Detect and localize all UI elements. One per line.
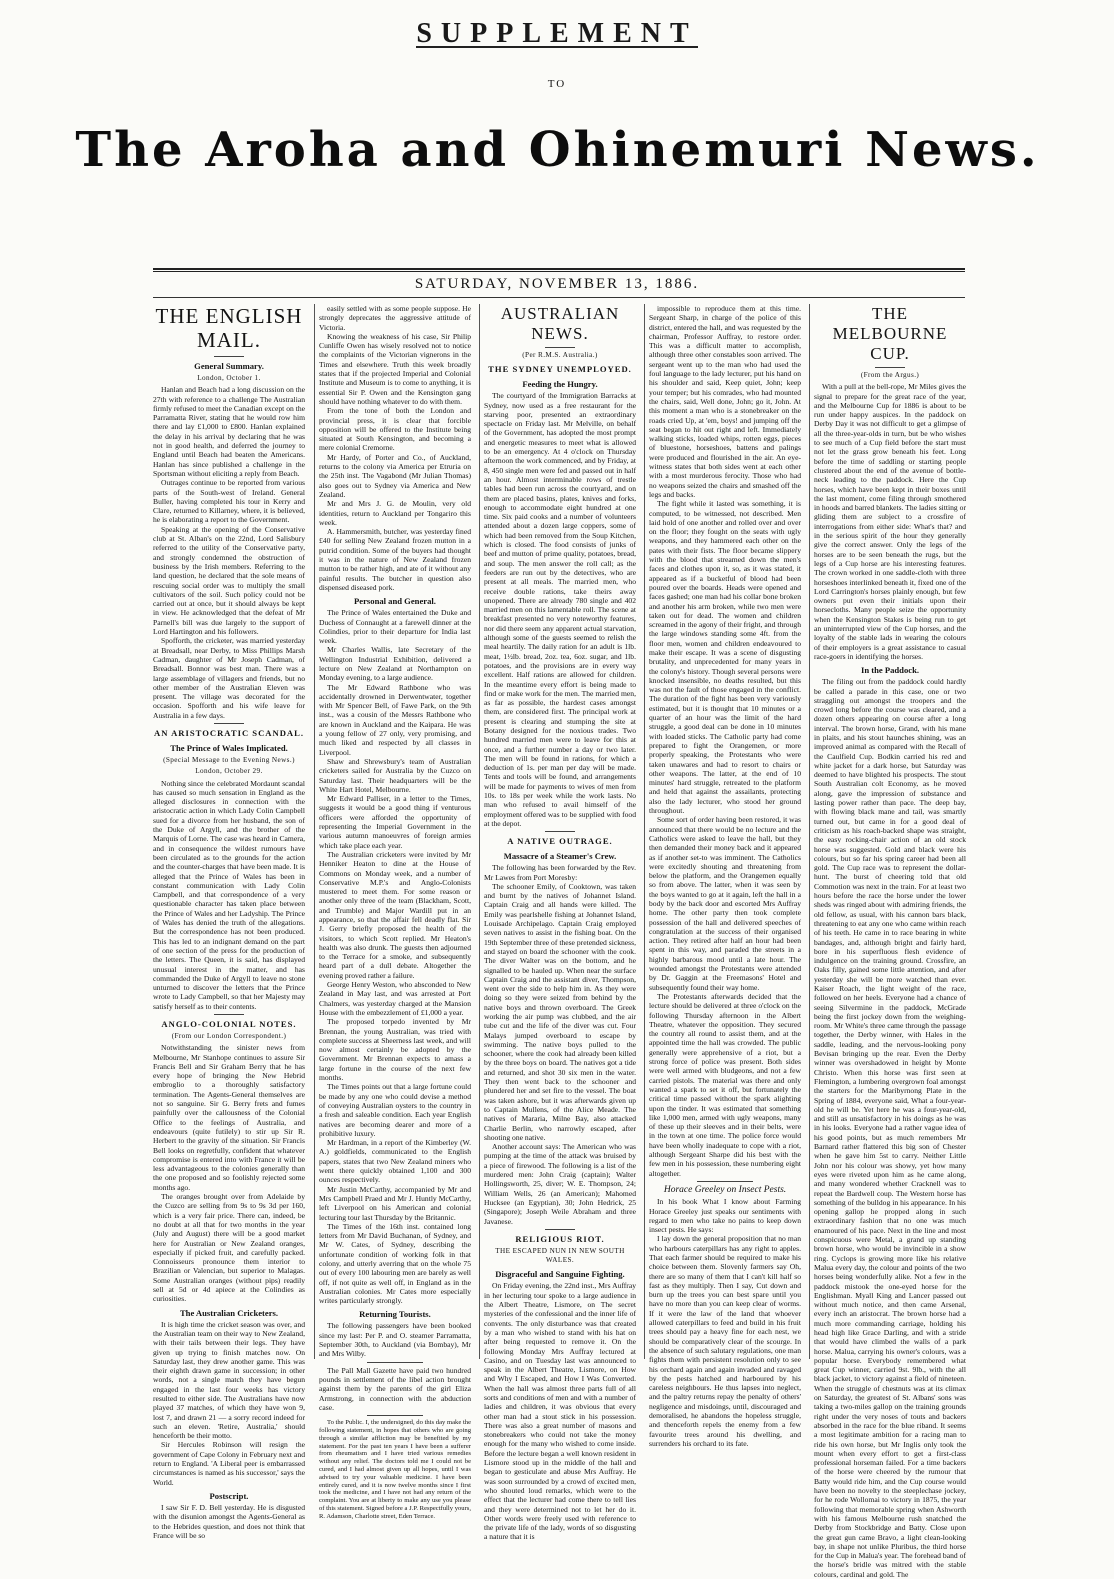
column-rule bbox=[314, 304, 315, 1359]
massacre-subhead: Massacre of a Steamer's Crew. bbox=[503, 851, 617, 862]
melbourne-cup-heading: THE MELBOURNE CUP. bbox=[832, 304, 948, 363]
column-rule bbox=[479, 304, 480, 1359]
paragraph: Outrages continue to be reported from various parts of the South-west of Ireland. General Buller, having completed his tour in Kerry and Clare, returned to Killarney, where, it is believed, he is elaborating a report to the Government. bbox=[153, 478, 305, 525]
paragraph: Another account says: The American who was pumping at the time of the attack was bruised by a piece of firewood. The following is a list of the murdered men: John Craig (captain); Walter Hollingsworth, 25, diver; W. E. Thompson, 24; William Wells, 26 (an American); Mahomed Hucksee (an Egyptian), 30; John Hedrick, 25 (Singapore); Joseph Weile Abraham and three Javanese. bbox=[484, 1142, 636, 1226]
anglo-colonial-heading: ANGLO-COLONIAL NOTES. bbox=[161, 1019, 297, 1029]
english-mail-heading: THE ENGLISH MAIL. bbox=[155, 304, 303, 352]
correspondent-note: (From our London Correspondent.) bbox=[171, 1032, 287, 1040]
paragraph: The Mr Edward Rathbone who was accidentally drowned in Derwentwater, together with Mr Spencer Bell, of Fawe Park, on the 9th inst., was a cousin of the Messrs Rathbone who are known in Auckland and the Kaipara. He was a young fellow of 27 only, very promising, and much liked and respected by all classes in Liverpool. bbox=[319, 682, 471, 757]
column-rule bbox=[644, 304, 645, 1359]
column-australian-news bbox=[484, 304, 636, 1542]
newspaper-title: The Aroha and Ohinemuri News. bbox=[75, 122, 1040, 178]
dateline: London, October 29. bbox=[195, 767, 263, 776]
paragraph: Mr and Mrs J. G. de Moulin, very old identities, return to Auckland per Tongariro this week. bbox=[319, 499, 471, 527]
dateline: London, October 1. bbox=[197, 374, 261, 382]
returning-tourists-subhead: Returning Tourists. bbox=[359, 1309, 431, 1320]
paddock-subhead: In the Paddock. bbox=[860, 665, 920, 676]
paragraph: I lay down the general proposition that no man who harbours caterpillars has any right to apples. That each farmer should be required to make his choice between them. Slovenly farmers say Oh, there are so many of them that I can't kill half so fast as they multiply. Then I say, Cut down and burn up the trees you can best spare until you have no more than you can keep clear of worms. If it were the law of the land that whoever allowed caterpillars to feed and build in his fruit trees should pay a heavy fine for each nest, we should be comparatively clear of the scourge. In the absence of such salutary regulations, one man fights them with persistent resolution only to see his orchard again and again invaded and ravaged by the pests hatched and harboured by his careless neighbours. He thus lapses into neglect, and the paltry returns repay the penalty of others' negligence and misdoings, until, discouraged and demoralised, he abandons the hopeless struggle, and thenceforth repels the enemy from a few favourite trees around his dwelling, and surrenders his orchard to its fate. bbox=[649, 1234, 801, 1448]
paragraph: Shaw and Shrewsbury's team of Australian cricketers sailed for Australia by the Cuzco on Saturday last. Their headquarters will be the White Hart Hotel, Melbourne. bbox=[319, 756, 471, 794]
greeley-heading: Horace Greeley on Insect Pests. bbox=[663, 1184, 787, 1195]
paragraph: Mr Hardman, in a report of the Kimberley (W. A.) goldfields, communicated to the English papers, states that two New Zealand miners who went there quickly obtained 1,100 and 300 ounces respectively. bbox=[319, 1138, 471, 1185]
to-label: TO bbox=[547, 78, 567, 90]
paragraph: The Protestants afterwards decided that the lecture should be delivered at three o'clock on the following Thursday afternoon in the Albert Theatre, whatever the opposition. They secured the country all round to assist them, and at the appointed time the hall was crowded. The public generally were apprehensive of a riot, but a strong force of police was present. Both sides were well armed with bludgeons, and not a few carried pistols. The material was there and only wanted a spark to set it off, but fortunately the critical time passed without the spark alighting upon the tinder. It was estimated that something like 1,000 men, armed with ugly weapons, many of these up their sleeves and in their belts, were in the town at one time. The police force would have been wholly inadequate to cope with a riot, although Sergeant Sharpe did his best with the few men in his possession, these numbering eight altogether. bbox=[649, 991, 801, 1178]
argus-source-note: (From the Argus.) bbox=[860, 371, 920, 379]
paragraph: Hanlan and Beach had a long discussion on the 27th with reference to a challenge The Australian firmly refused to meet the Canadian except on the Parramatta River, stating that he would row him there and lay £1,000 to £800. Hanlan explained the delay in his arrival by declaring that he was not in good health, and deferred the journey to England until Beach had beaten the Americans. Hanlan has since published a challenge in the Sportsman without eliciting a reply from Beach. bbox=[153, 385, 305, 478]
paragraph: The schooner Emily, of Cooktown, was taken and burnt by the natives of Johannet Island. Captain Craig and all hands were killed. The Emily was pearlshelle fishing at Johannet Island, Louisade Archipelago. Captain Craig employed seven natives to assist in the fishing boat. On the 19th September three of these pretended sickness, and stayed on board the schooner with the cook. The diver Walter was on the bottom, and he signalled to be hauled up. When near the surface Captain Craig and the assistant diver, Thompson, went over the side to help him in. As they were doing so they were seized from behind by the native boys and thrown overboard. The Greek working the air pump was clubbed, and the air tube cut and the life of the diver was cut. Four Malays jumped overboard to escape by swimming. The native boys pulled to the schooner, where the cook had already been killed by the three boys on board. The natives got a tide and returned, and shot 30 six men in the water. They then went back to the schooner and plundered her and set fire to the vessel. The boat was taken ashore, but it was afterwards given up to Captain Mullens, of the Alice Meade. The natives of Mararia, Milne Bay, also attacked Charlie Berlin, who narrowly escaped, after shooting one native. bbox=[484, 881, 636, 1142]
divider bbox=[545, 831, 575, 832]
paragraph: The courtyard of the Immigration Barracks at Sydney, now used as a free restaurant for the starving poor, presented an extraordinary spectacle on Friday last. Mr Melville, on behalf of the Government, has adopted the most prompt and energetic measures to meet what is allowed to be an emergency. At 4 o'clock on Thursday afternoon the work commenced, and by Friday, at 8, 450 single men were fed and passed out in half an hour. Almost interminable rows of trestle tables had been run across the courtyard, and on them are placed basins, plates, knives and forks, enough to accommodate eight hundred at one time. Six paid cooks and a number of volunteers attended about a dozen large coppers, some of which had been removed from the Soup Kitchen, which is closed. The food consists of junks of beef and mutton of prime quality, potatoes, bread, and soup. The men answer the roll call; as the feeders are run out by the detectives, who are present at all meals. The married men, who receive double rations, take theirs away unopened. There are already 780 single and 402 married men on this lamentable roll. The scene at breakfast presented no very noteworthy features, nor did there seem any apparent actual starvation, although some of the guests seemed to relish the meal heartily. The daily ration for an adult is 1lb. meat, 1½lb. bread, 2oz. tea, 6oz. sugar, and 1lb. potatoes, and the provisions are in every way excellent. Half rations are allowed for children. In the meantime every effort is being made to find or make work for the men. The married men, as far as possible, the hardest cases amongst them, are considered first. The principal work at present is clearing and stumping the site at Botany designed for the noxious trades. Two hundred married men were to leave for this at once, and a further number a day or two later. The men will be found in rations, for which a deduction of 1s. per man per day will be made. Tents and tools will be found, and arrangements will be made for payments to wives of men from 10s. to 18s per week while the work lasts. No man who refused to avail himself of the employment offered was to be supplied with food at the depot. bbox=[484, 391, 636, 828]
paragraph: On Friday evening, the 22nd inst., Mrs Auffray in her lecturing tour spoke to a large audience in the Albert Theatre, Lismore, on The secret mysteries of the confessional and the inner life of convents. The only disturbance was that created by a man who wished to stand with his hat on after being requested to remove it. On the following Monday Mrs Auffray lectured at Casino, and on Tuesday last was announced to speak in the Albert Theatre, Lismore, on How and Why I Escaped, and How I Was Converted. When the hall was almost three parts full of all sorts and conditions of men and with a number of ladies and children, it was obvious that every other man had a stout stick in his possession. There was also a great number of masons and stonebreakers who could not take the money enough for the many who wished to come inside. Before the lecture began a well known resident in Lismore stood up in the middle of the hall and began to gesticulate and abuse Mrs Auffray. He was soon surrounded by a crowd of excited men, who shouted loud remarks, which were to the effect that the lecturer had come there to tell lies and they were determined not to let her do it. Other words were freely used with reference to the private life of the lady, words of so disgusting a nature that it is bbox=[484, 1281, 636, 1542]
paragraph: Some sort of order having been restored, it was announced that there would be no lecture and the Catholics were asked to leave the hall, but they then demanded their money back and it appeared as if another set-to was imminent. The Catholics were excitedly shouting and threatening from below the platform, and the Orangemen equally so from above. The latter, when it was seen by the boys wanted to go at it again, left the hall in a body by the back door and escorted Mrs Auffray home. The other party then took complete possession of the hall and delivered speeches of congratulation at the success of their organised action. They retired after half an hour had been spent in this way, and paraded the streets in a highly barbarous mood until a late hour. The wounded amongst the Protestants were attended by Dr. Gaggin at the Freemasons' Hotel and subsequently found their way home. bbox=[649, 815, 801, 992]
paragraph: With a pull at the bell-rope, Mr Miles gives the signal to prepare for the great race of the year, and the Melbourne Cup for 1886 is about to be run under happy auspices. In the paddock on Derby Day it was not difficult to get a glimpse of all the three-year-olds in turn, but be who wishes to see much of a Cup field before the start must not let the grass grow beneath his feet. Long before the time of saddling or starting people clustered about the end of the avenue of bottle-neck leading to the paddock. Here the Cup horses, which have been kept in their boxes until the last moment, come filing through smothered in hoods and barred blankets. The ladies sitting or gliding them are subject to a crossfire of interrogations from either side: What's that? and in the serious spirit of the hour they generally give the correct answer. Only the legs of the horses are to be seen beneath the rugs, but the legs of a Cup horse are his interesting features. The crown worked in one saddle-cloth with three horseshoes interlinked beneath it, fixed one of the Lord Carrington's horses plainly enough, but few owners put even their initials upon their horsecloths. Many people seize the opportunity when the Kensington Stakes is being run to get an uninterrupted view of the Cup horses, and the loyalty of the stable lads in wearing the colours of their employers is a great assistance to casual race-goers in identifying the horses. bbox=[814, 382, 966, 661]
escaped-nun-subhead: THE ESCAPED NUN IN NEW SOUTH WALES. bbox=[495, 1246, 625, 1265]
paragraph: From the tone of both the London and provincial press, it is clear that forcible opposition will be offered to the Institute being situated at South Kensington, and becoming a mere colonial Cremorne. bbox=[319, 406, 471, 453]
paragraph: Nothing since the celebrated Mordaunt scandal has caused so much sensation in England as the alleged disclosures in connection with the aristocratic action in which Lady Colin Campbell sued for a divorce from her husband, the son of the Duke of Argyll, and the brother of the Marquis of Lorne. The case was heard in Camera, and in consequence the wildest rumours have been circulated as to the grounds for the action and the counter-charges that have been made. It is alleged that the Prince of Wales has been in constant communication with Lady Colin Campbell, and that correspondence of a very questionable character has taken place between the Prince of Wales and her Ladyship. The Prince of Wales has denied the truth of the allegations. But the correspondence has not been produced. This has led to an indignant demand on the part of one section of the press for the production of the letters. The Queen, it is said, has displayed unusual interest in the matter, and has commanded the Duke of Argyll to leave no stone unturned to discover the letters that the Prince wrote to Lady Campbell, so that her Majesty may satisfy herself as to their contents. bbox=[153, 778, 305, 1011]
native-outrage-heading: A NATIVE OUTRAGE. bbox=[507, 836, 613, 847]
religious-riot-heading: RELIGIOUS RIOT. bbox=[515, 1233, 605, 1244]
masthead-rule bbox=[153, 268, 965, 270]
paragraph: Mr Justin McCarthy, accompanied by Mr and Mrs Campbell Praed and Mr J. Huntly McCarthy, left Liverpool on his American and colonial lecturing tour last Thursday by the Britannic. bbox=[319, 1184, 471, 1222]
column-english-mail-cont bbox=[319, 304, 471, 1520]
paragraph: Notwithstanding the sinister news from Melbourne, Mr Stanhope continues to assure Sir Francis Bell and Sir Graham Berry that he has every hope of bringing the New Hebrid embroglio to a thoroughly satisfactory termination. The Agents-General themselves are not so sanguine. Sir G. Berry frets and fumes painfully over the callousness of the Colonial Office to the feelings of Australia, and endeavours (quite futilely) to stir up Sir R. Herbert to the gravity of the situation. Sir Francis Bell looks on regretfully, confident that whatever compromise is entered into with France it will be less advantageous to the colonies generally than the one proposed and so foolishly rejected some months ago. bbox=[153, 1043, 305, 1192]
paragraph: easily settled with as some people suppose. He strongly deprecates the aggressive attitude of Victoria. bbox=[319, 304, 471, 332]
unemployed-heading: THE SYDNEY UNEMPLOYED. bbox=[488, 364, 632, 375]
paragraph: The oranges brought over from Adelaide by the Cuzco are selling from 9s to 9s 3d per 160, which is a very fair price. There can, indeed, be no doubt at all that for two months in the year (July and August) there will be a good market here for Australian or New Zealand oranges, especially if picked fruit, and carefully packed. Connoisseurs pronounce them interior to Brazilian or Valencian, but superior to Malagas. Some Australian oranges (without pips) readily sell at 5d or 4d apiece at the Colindies as curiosities. bbox=[153, 1192, 305, 1304]
paragraph: The filing out from the paddock could hardly be called a parade in this case, one or two straggling out amongst the troopers and the crowd long before the course was cleared, and a dozen others appearing on course after a long interval. The brown horse, Grand, with his mane in plaits, and his stout haunches shining, was an improved animal as compared with the Recall of the Caulfield Cup. Bodkin carried his red and white jacket for a dark horse, but Saturday was deemed to have blighted his prospects. The stout South Australian colt Economy, as he moved along, gave the impression of substance and lasting power rather than pace. The deep bay, with flowing black mane and tail, was smartly turned out, but came in for a good deal of criticism as his roach-backed shape was straight, the easy rocking-chair action of an old stock horse was suggested. Gold and black were his colours, but so far his spring career had been all gold. The Cup race was to represent the dollar-hunt. The burst of cheering told that old Commotion was next in the train. For at least two hours before the race the horse under the lower sheds was ringed about with admiring friends, the old fellow, as usual, with his cannon bars black, threatening to eat any one who came within reach of his teeth. He came in to race bearing in white bandages, and, although bright and fairly hard, bore in his superfluous flesh evidence of indulgence on the training ground. Crossfire, an Oaks filly, gained some little attention, and after yesterday she will be more watched than ever. Kaiser Roach, the light weight of the race, followed on her heels. Everyone had a chance of seeing Silvermine in the paddock, McGrade being the first jockey down from the weighing-room. Mr White's three came through the passage together, the Derby winner, with Hales in the saddle, leading, and the nervous-looking pony Bevisan bringing up the rear. Even the Derby winner was overshadowed in height by Monte Christo. When this horse was first seen at Flemington, a lumbering overgrown foal amongst the starters for the Maribyrnong Plate in the Spring of 1884, everyone said, What a four-year-old he will be. Yet here he was a four-year-old, and still as unsatisfactory in his doings as he was in his looks. Everyone had a rather vague idea of his good points, but as much remembers Mr Barnard rather flattered this big son of Chester when he gave him 5st to carry. Neither Little John nor his colour was showy, yet how many eyes were riveted upon him as he came along, and many wondered whether Cracknell was to repeat the Bardwell coup. The Western horse has something of the bulldog in his appearance. In his opening gallop he propped along in such extraordinary fashion that no one was much enamoured of his pace. Next in the line and most conspicuous were Metal, a grand up standing brown horse, who would be invincible in a show ring. Cyclops is growing more like his relative Malua every day, the colour and points of the two horses being wonderfully alike. Not a few in the paddock mistook the one-eyed horse for the Englishman. Myall King and Lancer passed out without much notice, and then came Arsenal, every inch an aristocrat. The brown horse had a much more commanding carriage, holding his head high like Grace Darling, and with a stride that would have climbed the walls of a park horse. Malua, carrying his owner's colours, was a popular horse. Everybody remembered what great Cup winner, carried 9st. 9lb., with the all black jacket, to victory against a field of nineteen. When the struggle of chestnuts was at its climax on Saturday, the greatest of St. Albans' sons was taking a two-miles gallop on the training grounds right under the very noses of touts and backers absorbed in the race for the blue riband. It seems a most legitimate ambition for a racing man to ride his own horse, but Mr Inglis only took the mount when every effort to get a first-class professional horseman failed. For a time backers of the horse were cheered by the rumour that Batty would ride him, and the Cup course would have been no novelty to the steeplechase jockey, for he rode Wollomai to victory in 1875, the year following that memorable spring when Ashworth with his famous Melbourne rush snatched the Derby from Stockbridge and Batty. Close upon the great gun came Bravo, a light clean-looking bay, in shape not unlike Pluribus, the third horse for the Cup in Malua's year. The forehead band of the horse's bridle was mitred with the stable colours, cardinal and gold. The bbox=[814, 677, 966, 1579]
paragraph: The Times points out that a large fortune could be made by any one who could devise a method of conveying Australian oysters to the country in a fresh and saleable condition. Each year English natives are becoming dearer and more of a prohibitive luxury. bbox=[319, 1082, 471, 1138]
paragraph: George Henry Weston, who absconded to New Zealand in May last, and was arrested at Port Chalmers, was yesterday charged at the Mansion House with the embezzlement of £1,000 a year. bbox=[319, 980, 471, 1017]
column-melbourne-cup bbox=[814, 304, 966, 1579]
paragraph: The following has been forwarded by the Rev. Mr Lawes from Port Moresby: bbox=[484, 863, 636, 882]
general-summary-subhead: General Summary. bbox=[194, 361, 264, 371]
article-columns bbox=[153, 304, 966, 1579]
cricketers-subhead: The Australian Cricketers. bbox=[179, 1307, 279, 1318]
paragraph: The Pall Mall Gazette have paid two hundred pounds in settlement of the libel action brought against them by the parents of the girl Eliza Armstrong, in connection with the abduction case. bbox=[319, 1365, 471, 1412]
paragraph: Knowing the weakness of his case, Sir Philip Cunliffe Owen has wisely resolved not to notice the complaints of the Victorian vignerons in the Times and elsewhere. Truth this week broadly states that if the projected Imperial and Colonial Institute and Museum is to come to anything, it is essential Sir P. Owen and the Kensington gang should have nothing whatever to do with them. bbox=[319, 331, 471, 406]
paragraph: The Times of the 16th inst. contained long letters from Mr David Buchanan, of Sydney, and Mr W. Cates, of Sydney, describing the unfortunate condition of working folk in that colony, and utterly averring that on the whole 75 out of every 100 labouring men are barely as well off, if not quite as well off, in England as in the Australian colonies. Mr Cates more especially writes particularly strongly. bbox=[319, 1221, 471, 1306]
paragraph: Mr Hardy, of Porter and Co., of Auckland, returns to the colony via America per Etruria on the 25th inst. The Vagabond (Mr Julian Thomas) also goes out to Sydney via America and New Zealand. bbox=[319, 452, 471, 499]
divider bbox=[367, 1362, 423, 1363]
paragraph: The Prince of Wales entertained the Duke and Duchess of Connaught at a farewell dinner at the Colindies, prior to their departure for India last week. bbox=[319, 608, 471, 646]
paragraph: Spofforth, the cricketer, was married yesterday at Breadsall, near Derby, to Miss Phillips Marsh Cadman, daughter of Mr Joseph Cadman, of Breadsall. Bonnor was best man. There was a large assemblage of villagers and friends, but no other member of the Australian Eleven was present. The village was decorated for the occasion. Spofforth and his wife leave for Australia in a few days. bbox=[153, 636, 305, 720]
masthead bbox=[0, 0, 1114, 300]
scandal-heading: AN ARISTOCRATIC SCANDAL. bbox=[154, 727, 304, 738]
paragraph: Sir Hercules Robinson will resign the government of Cape Colony in February next and return to England. 'A Liberal peer is embarrassed circumstances is named as his successor,' says the World. bbox=[153, 1440, 305, 1487]
feeding-hungry-subhead: Feeding the Hungry. bbox=[522, 379, 598, 390]
divider bbox=[875, 367, 905, 368]
divider bbox=[214, 356, 244, 357]
paragraph: The fight while it lasted was something, it is computed, to be witnessed, not described. Men laid hold of one another and rolled over and over on the floor; they fought on the seats with ugly weapons, and they hammered each other on the pates with their fists. The floor became slippery with the blood that streamed down the men's faces and clothes upon it, so, as it was stated, it appeared as if a bucketful of blood had been poured over the boards. Heads were opened and faces gashed; one man had his collar bone broken and another his arm broken, while two men were taken out for dead. The women and children screamed in the agony of their fright, and through the large windows standing some 4ft. from the floor men, women and children endeavoured to make their escape. It was a scene of disgusting brutality, and unprecedented for many years in the colony's history. Though several persons were knocked insensible, no deaths resulted, but this was not the fault of those engaged in the conflict. The duration of the fight has been very variously estimated, but it is thought that 10 minutes or a quarter of an hour was the limit of the hard struggle, a good deal can be done in 10 minutes with loaded sticks. The Catholic party had come prepared to fight the Orangemen, or more properly speaking, the Protestants who were taken unawares and had to resort to chairs or other weapons. The latter, at the end of 10 minutes' hard struggle, retreated to the platform and held that against the assailants, protecting also the lady lecturer, who stood her ground throughout. bbox=[649, 499, 801, 816]
paragraph: Speaking at the opening of the Conservative club at St. Alban's on the 22nd, Lord Salisbury referred to the utility of the Conservative party, and strongly condemned the obstruction of business by the Irish members. Referring to the land question, he declared that the sole means of rescuing social order was to multiply the small cultivators of the soil. Such policy could not be carried out at once, but it should always be kept in view. He acknowledged that the defeat of Mr Parnell's bill was due largely to the support of Lord Hartington and his followers. bbox=[153, 524, 305, 637]
mail-steamer-note: (Per R.M.S. Australia.) bbox=[522, 351, 598, 359]
postscript-subhead: Postscript. bbox=[209, 1490, 249, 1501]
paragraph: The proposed torpedo invented by Mr Brennan, the young Australian, was tried with complete success at Sheerness last week, and will now almost certainly be adopted by the Government. Mr Brennan expects to amass a large fortune in the course of the next few months. bbox=[319, 1017, 471, 1083]
column-rule bbox=[809, 304, 810, 1359]
dateline-rule bbox=[153, 297, 965, 298]
divider bbox=[545, 1229, 575, 1230]
paragraph: It is high time the cricket season was over, and the Australian team on their way to New Zealand, with their tails between their legs. They have given up trying to finish matches now. On Saturday last, they drew another game. This was their eighth drawn game in succession; in other words, not a single match they have begun engaged in the last four weeks has victory resulted to either side. The Australians have now played 37 matches, of which they have won 9, lost 7, and drawn 21 — a sorry record indeed for such an eleven. 'Retire, Australia,' should henceforth be their motto. bbox=[153, 1319, 305, 1441]
paragraph: The Australian cricketers were invited by Mr Henniker Heaton to dine at the House of Commons on Monday week, and a number of Conservative M.P.'s and Anglo-Colonists mustered to meet them. For some reason or another only three of the team (Blackham, Scott, and Trumble) and Major Wardill put in an appearance, so that the affair fell deadly flat. Sir J. Gerry briefly proposed the health of the visitors, to which Scott replied. Mr Heaton's health was also drunk. The guests then adjourned to the Terrace for a smoke, and subsequently heard part of a dull debate. Altogether the evening proved rather a failure. bbox=[319, 849, 471, 980]
divider bbox=[545, 347, 575, 348]
column-religious-riot-cont bbox=[649, 304, 801, 1448]
divider bbox=[214, 723, 244, 724]
divider bbox=[214, 1014, 244, 1015]
paragraph: impossible to reproduce them at this time. Sergeant Sharp, in charge of the police of this district, entered the hall, and was requested by the chairman, Professor Auffray, to restore order. This was a difficult matter to accomplish, although three other constables soon arrived. The sergeant went up to the man who had used the foul language to the lady lecturer, put his hand on his shoulder and said, Keep quiet, John; keep your temper; but his comrades, who had mounted the chairs, said, Well done, John; go it, John. At this moment a man who is a stonebreaker on the roads cried Up, at 'em, boys! and jumping off the seat began to hit out right and left. Immediately walking sticks, loaded whips, rotten eggs, pieces of bluestone, horseshoes, battens and palings were produced and flourished in the air. An eye-witness states that both sides went at each other with a most murderous ferocity. Those who had no weapons seized the chairs and smashed off the legs and backs. bbox=[649, 304, 801, 499]
column-english-mail bbox=[153, 304, 305, 1540]
special-message-note: (Special Message to the Evening News.) bbox=[163, 755, 295, 764]
testimonial-advertisement: To the Public. I, the undersigned, do this day make the following statement, in hopes that others who are going through a similar affliction may be benefited by my statement. For the past ten years I have been a sufferer from rheumatism and I have tried various remedies without any relief. The doctors told me I could not be cured, and I had almost given up all hopes, until I was advised to try your valuable medicine. I have been entirely cured, and it is now twelve months since I first took the medicine, and I have not had any return of the complaint. You are at liberty to make any use you please of this statement. Signed before a J.P. Respectfully yours, R. Adamson, Charlotte street, Eden Terrace. bbox=[319, 1419, 471, 1520]
fighting-subhead: Disgraceful and Sanguine Fighting. bbox=[495, 1269, 625, 1280]
paragraph: The following passengers have been booked since my last: Per P. and O. steamer Parramatta, September 30th, to Auckland (via Bombay), Mr and Mrs Wilby. bbox=[319, 1321, 471, 1359]
issue-date: SATURDAY, NOVEMBER 13, 1886. bbox=[414, 276, 700, 292]
masthead-rule-thin bbox=[153, 271, 965, 272]
paragraph: Mr Charles Wallis, late Secretary of the Wellington Industrial Exhibition, delivered a lecture on New Zealand at Northampton on Monday evening, to a large audience. bbox=[319, 645, 471, 683]
divider bbox=[697, 1181, 753, 1182]
paragraph: In his book What I know about Farming Horace Greeley just speaks our sentiments with regard to men who take no pains to keep down insect pests. He says: bbox=[649, 1197, 801, 1235]
divider bbox=[367, 1415, 423, 1416]
paragraph: A. Hammersmith, butcher, was yesterday fined £40 for selling New Zealand frozen mutton in a putrid condition. Some of the buyers had thought it was in the nature of New Zealand frozen mutton to be rather high, and ate of it without any painful results. The butcher in question also dispensed diseased pork. bbox=[319, 527, 471, 592]
paragraph: Mr Edward Palliser, in a letter to the Times, suggests it would be a good thing if venturous officers were afforded the opportunity of representing the Imperial Government in the various autumn manoeuvres of foreign armies which take place each year. bbox=[319, 794, 471, 850]
personal-general-subhead: Personal and General. bbox=[354, 596, 436, 607]
paragraph: I saw Sir F. D. Bell yesterday. He is disgusted with the disunion amongst the Agents-General as to the Hebrides question, and does not think that France will be so bbox=[153, 1502, 305, 1540]
scandal-subhead: The Prince of Wales Implicated. bbox=[170, 742, 288, 753]
australian-news-heading: AUSTRALIAN NEWS. bbox=[500, 304, 620, 343]
supplement-banner: SUPPLEMENT bbox=[416, 18, 698, 49]
